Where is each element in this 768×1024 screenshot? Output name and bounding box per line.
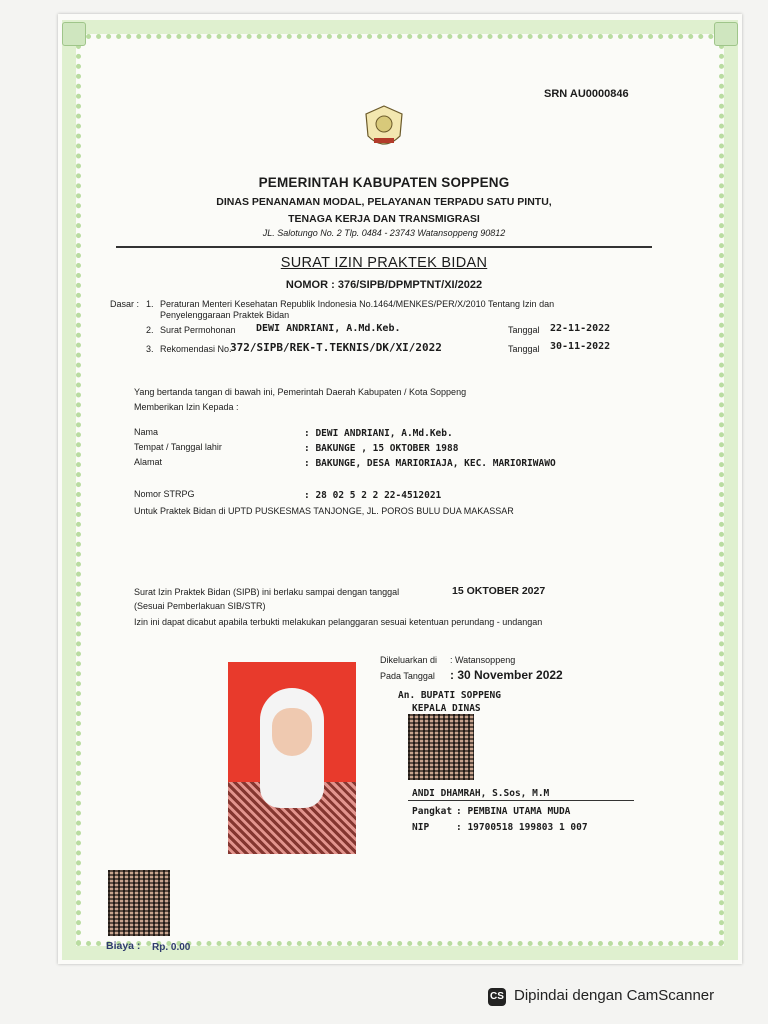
dasar-item2-num: 2.: [146, 325, 154, 335]
issued-place-label: Dikeluarkan di: [380, 655, 438, 665]
dasar-item2-date-label: Tanggal: [508, 325, 540, 335]
srn-number: SRN AU0000846: [544, 88, 629, 100]
camscanner-icon: CS: [488, 988, 506, 1006]
validity-date: 15 OKTOBER 2027: [452, 585, 546, 597]
header-divider: [116, 246, 652, 248]
nama-value: : DEWI ANDRIANI, A.Md.Keb.: [304, 428, 453, 439]
issued-date-label: Pada Tanggal: [380, 671, 435, 681]
government-title: PEMERINTAH KABUPATEN SOPPENG: [258, 175, 510, 190]
verification-qr-code: [108, 870, 170, 936]
intro-line1: Yang bertanda tangan di bawah ini, Pemerintah Daerah Kabupaten / Kota Soppeng: [134, 387, 467, 397]
nip-value: : 19700518 199803 1 007: [456, 822, 588, 833]
pangkat-value: : PEMBINA UTAMA MUDA: [456, 806, 571, 817]
signatory-an: An. BUPATI SOPPENG: [398, 690, 501, 701]
agency-address: JL. Salotungo No. 2 Tlp. 0484 - 23743 Watansoppeng 90812: [262, 228, 506, 238]
document-number: NOMOR : 376/SIPB/DPMPTNT/XI/2022: [285, 279, 483, 291]
signatory-name: ANDI DHAMRAH, S.Sos, M.M: [412, 788, 550, 799]
agency-subtitle: TENAGA KERJA DAN TRANSMIGRASI: [288, 213, 480, 225]
document-sheet: [58, 14, 742, 964]
signatory-role: KEPALA DINAS: [412, 703, 481, 714]
corner-ornament: [62, 22, 86, 46]
alamat-value: : BAKUNGE, DESA MARIORIAJA, KEC. MARIORIWAWO: [304, 458, 556, 469]
dasar-item2-value: DEWI ANDRIANI, A.Md.Keb.: [256, 323, 401, 334]
fee-value: Rp. 0.00: [152, 942, 191, 953]
corner-ornament: [714, 22, 738, 46]
agency-title: DINAS PENANAMAN MODAL, PELAYANAN TERPADU SATU PINTU,: [216, 196, 552, 208]
nip-label: NIP: [412, 822, 430, 833]
dasar-item3-label: Rekomendasi No.: [160, 344, 232, 354]
strpg-label: Nomor STRPG: [134, 489, 195, 499]
practice-location: Untuk Praktek Bidan di UPTD PUSKESMAS TANJONGE, JL. POROS BULU DUA MAKASSAR: [134, 506, 514, 516]
issued-place-value: : Watansoppeng: [450, 655, 516, 665]
dasar-item2-label: Surat Permohonan: [160, 325, 236, 335]
ttl-value: : BAKUNGE , 15 OKTOBER 1988: [304, 443, 459, 454]
pangkat-label: Pangkat: [412, 806, 453, 817]
validity-line3: Izin ini dapat dicabut apabila terbukti melakukan pelanggaran sesuai ketentuan perundang - undangan: [134, 617, 543, 627]
regency-seal-icon: [360, 102, 408, 154]
alamat-label: Alamat: [134, 457, 163, 467]
document-title: SURAT IZIN PRAKTEK BIDAN: [280, 255, 488, 271]
camscanner-text: Dipindai dengan CamScanner: [514, 987, 715, 1004]
nama-label: Nama: [134, 427, 159, 437]
dasar-item3-date: 30-11-2022: [550, 341, 611, 352]
issued-date-value: : 30 November 2022: [450, 668, 563, 682]
dasar-item3-num: 3.: [146, 344, 154, 354]
camscanner-watermark: [474, 984, 750, 1010]
ttl-label: Tempat / Tanggal lahir: [134, 442, 222, 452]
intro-line2: Memberikan Izin Kepada :: [134, 402, 239, 412]
dasar-item2-date: 22-11-2022: [550, 323, 611, 334]
dasar-item1-line1: Peraturan Menteri Kesehatan Republik Indonesia No.1464/MENKES/PER/X/2010 Tentang Izin dan: [160, 299, 555, 309]
fee-label: Biaya :: [106, 940, 141, 952]
dasar-item1-num: 1.: [146, 299, 154, 309]
signature-qr-code: [408, 714, 474, 780]
strpg-value: : 28 02 5 2 2 22-4512021: [304, 490, 442, 501]
dasar-item1-line2: Penyelenggaraan Praktek Bidan: [160, 310, 290, 320]
dasar-item3-date-label: Tanggal: [508, 344, 540, 354]
validity-line1: Surat Izin Praktek Bidan (SIPB) ini berlaku sampai dengan tanggal: [134, 587, 400, 597]
dasar-label: Dasar :: [110, 299, 140, 309]
holder-photo: [228, 662, 356, 854]
signature-divider: [408, 800, 634, 801]
validity-line2: (Sesuai Pemberlakuan SIB/STR): [134, 601, 266, 611]
dasar-item3-value: 372/SIPB/REK-T.TEKNIS/DK/XI/2022: [230, 341, 442, 354]
